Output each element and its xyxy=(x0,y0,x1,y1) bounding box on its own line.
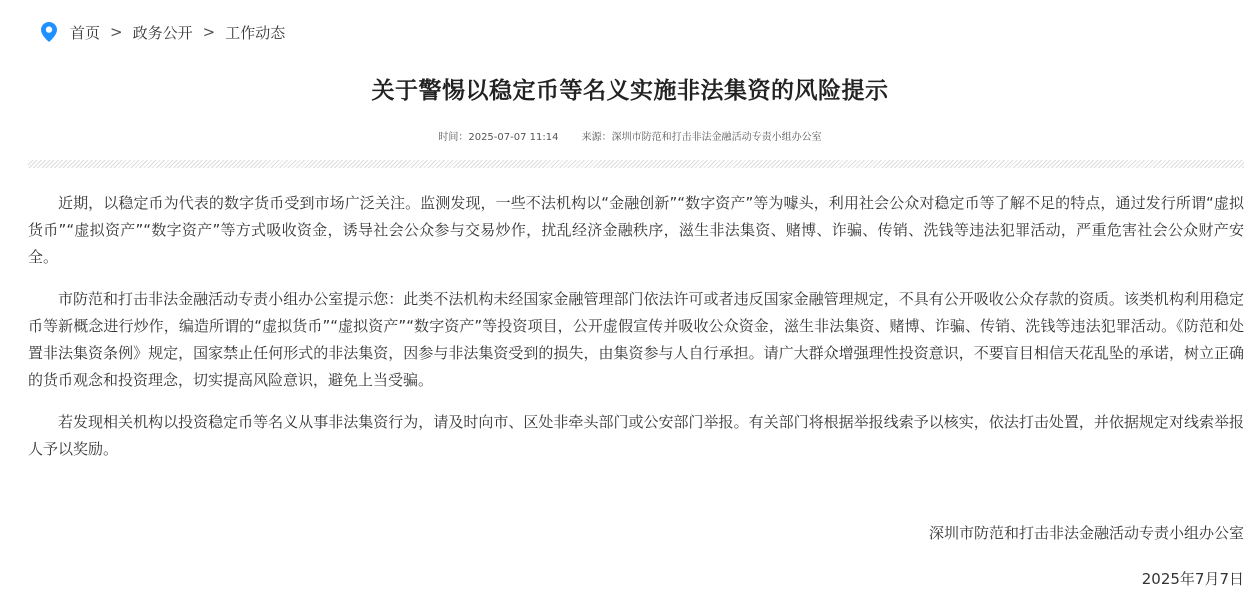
breadcrumb-separator: > xyxy=(202,23,216,41)
article-date: 2025年7月7日 xyxy=(1141,570,1244,588)
breadcrumb-gov-affairs-link[interactable]: 政务公开 xyxy=(132,23,193,42)
location-pin-icon xyxy=(40,21,58,43)
body-paragraph: 市防范和打击非法金融活动专责小组办公室提示您：此类不法机构未经国家金融管理部门依法许可或者违反国家金融管理规定，不具有公开吸收公众存款的资质。该类机构利用稳定币等新概念进行炒作，编造所谓的“虚拟货币”“虚拟资产”“数字资产”等投资项目，公开虚假宣传并吸收公众资金，滋生非法集资、赌博、诈骗、传销、洗钱等违法犯罪活动。《防范和处置非法集资条例》规定，国家禁止任何形式的非法集资，因参与非法集资受到的损失，由集资参与人自行承担。请广大群众增强理性投资意识，不要盲目相信天花乱坠的承诺，树立正确的货币观念和投资理念，切实提高风险意识，避免上当受骗。 xyxy=(28,290,1244,389)
breadcrumb-separator: > xyxy=(110,23,123,41)
breadcrumb-home-link[interactable]: 首页 xyxy=(70,23,101,42)
hatched-divider xyxy=(28,160,1244,168)
body-paragraph: 近期，以稳定币为代表的数字货币受到市场广泛关注。监测发现，一些不法机构以“金融创新”“数字资产”等为噱头，利用社会公众对稳定币等了解不足的特点，通过发行所谓“虚拟货币”“虚拟资产”“数字资产”等方式吸收资金，诱导社会公众参与交易炒作，扰乱经济金融秩序，滋生非法集资、赌博、诈骗、传销、洗钱等违法犯罪活动，严重危害社会公众财产安全。 xyxy=(28,194,1244,266)
body-paragraph: 若发现相关机构以投资稳定币等名义从事非法集资行为，请及时向市、区处非牵头部门或公安部门举报。有关部门将根据举报线索予以核实，依法打击处置，并依据规定对线索举报人予以奖励。 xyxy=(28,413,1244,458)
article-meta xyxy=(0,128,1260,143)
breadcrumb-work-news-link[interactable]: 工作动态 xyxy=(225,23,286,42)
breadcrumb xyxy=(40,20,285,44)
article-signature: 深圳市防范和打击非法金融活动专责小组办公室 xyxy=(928,524,1244,542)
publish-time: 时间：2025-07-07 11:14 xyxy=(438,132,559,143)
article-title: 关于警惕以稳定币等名义实施非法集资的风险提示 xyxy=(371,78,889,104)
article-source: 来源：深圳市防范和打击非法金融活动专责小组办公室 xyxy=(581,132,822,143)
article-body xyxy=(28,190,1244,478)
